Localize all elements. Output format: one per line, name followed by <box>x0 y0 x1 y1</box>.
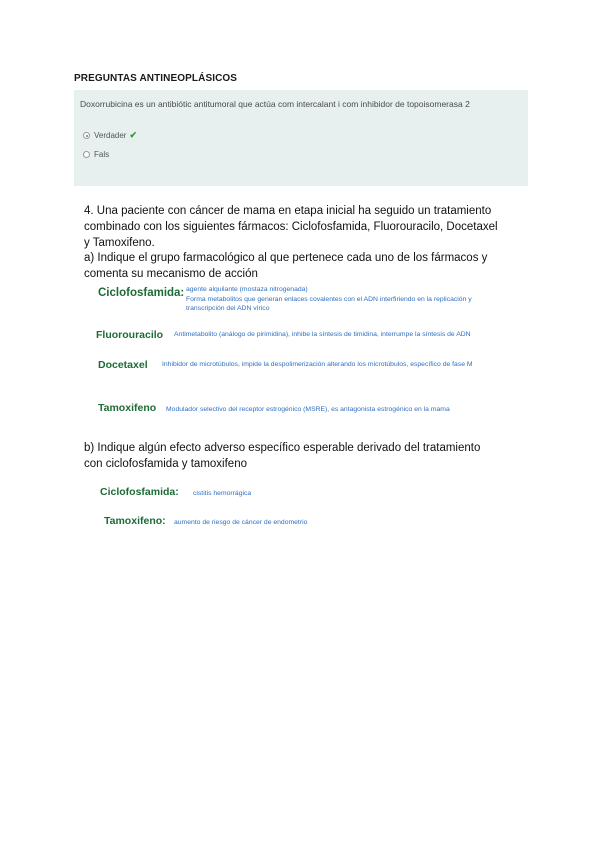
answer-line: transcripción del ADN vírico <box>186 305 270 312</box>
text-line: con ciclofosfamida y tamoxifeno <box>84 458 247 470</box>
question-part-b <box>84 440 526 472</box>
answer-line: Forma metabolitos que generan enlaces covalentes con el ADN interfiriendo en la replicación y <box>186 295 472 303</box>
text-line: 4. Una paciente con cáncer de mama en etapa inicial ha seguido un tratamiento <box>84 205 492 217</box>
answer-tamoxifeno-adverse <box>174 518 307 528</box>
answer-line: Inhibidor de microtúbulos, impide la despolimerización alterando los microtúbulos, específico de fase M <box>162 361 473 368</box>
quiz-question-box <box>74 90 528 186</box>
text-line: comenta su mecanismo de acción <box>84 268 258 280</box>
answer-line: agente alquilante (mostaza nitrogenada) <box>186 286 308 293</box>
quiz-option-label: Verdader <box>94 131 127 140</box>
answer-line: aumento de riesgo de cáncer de endometrio <box>174 519 308 526</box>
drug-label-tamoxifeno: Tamoxifeno <box>98 402 157 414</box>
answer-tamoxifeno <box>166 405 450 415</box>
question-part-a <box>84 250 526 282</box>
drug-label-docetaxel: Docetaxel <box>98 359 148 371</box>
answer-ciclofosfamida <box>186 285 472 314</box>
answers-a-panel <box>88 280 528 418</box>
question-4-text <box>84 203 526 251</box>
quiz-option-false[interactable] <box>83 150 109 159</box>
quiz-question-text: Doxorrubicina es un antibiótic antitumoral que actúa com intercalant i com inhibidor de topoisomerasa 2 <box>80 99 470 109</box>
drug-label-ciclofosfamida: Ciclofosfamida: <box>98 287 185 299</box>
check-icon: ✔ <box>129 130 138 140</box>
page-title: PREGUNTAS ANTINEOPLÁSICOS <box>74 73 238 84</box>
radio-selected-icon[interactable] <box>83 132 90 139</box>
answer-fluorouracilo <box>174 330 471 340</box>
text-line: b) Indique algún efecto adverso específico esperable derivado del tratamiento <box>84 442 481 454</box>
answers-b-panel <box>88 478 528 534</box>
drug-label-fluorouracilo: Fluorouracilo <box>96 329 164 341</box>
answer-ciclofosfamida-adverse <box>193 489 251 499</box>
quiz-option-true[interactable] <box>83 130 137 141</box>
radio-unselected-icon[interactable] <box>83 151 90 158</box>
answer-line: Modulador selectivo del receptor estrogénico (MSRE), es antagonista estrogénico en la mama <box>166 406 450 413</box>
text-line: combinado con los siguientes fármacos: Ciclofosfamida, Fluorouracilo, Docetaxel <box>84 221 498 233</box>
drug-label-tamoxifeno: Tamoxifeno: <box>104 515 166 527</box>
text-line: a) Indique el grupo farmacológico al que pertenece cada uno de los fármacos y <box>84 252 488 264</box>
text-line: y Tamoxifeno. <box>84 237 155 249</box>
answer-line: cistitis hemorrágica <box>193 490 252 497</box>
answer-docetaxel <box>162 360 473 370</box>
drug-label-ciclofosfamida: Ciclofosfamida: <box>100 486 179 498</box>
quiz-option-label: Fals <box>94 150 110 159</box>
answer-line: Antimetabolito (análogo de pirimidina), inhibe la síntesis de timidina, interrumpe la síntesis de ADN <box>174 331 471 338</box>
